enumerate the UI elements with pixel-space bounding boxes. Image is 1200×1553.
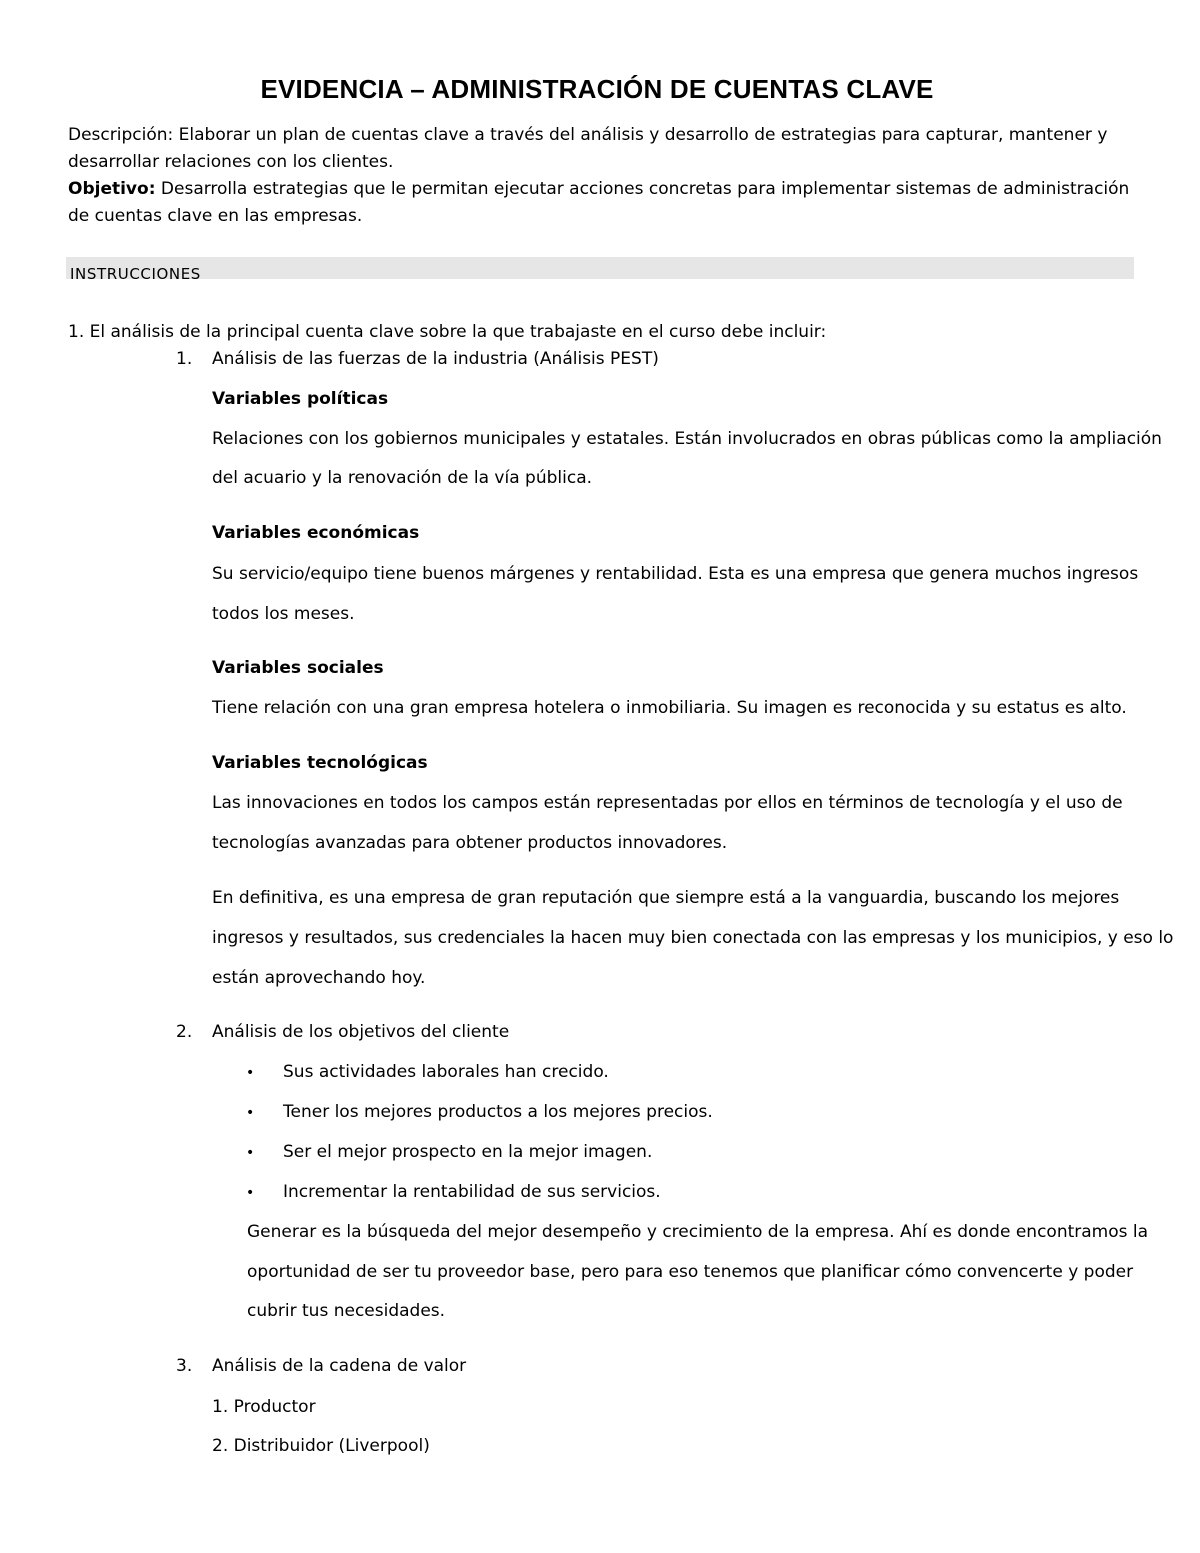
politicas-line-1: Relaciones con los gobiernos municipales y estatales. Están involucrados en obras públicas como la ampliación [212, 429, 1162, 449]
section-2-number: 2. [176, 1022, 193, 1042]
descripcion-label: Descripción: [68, 125, 174, 145]
section-3-number: 3. [176, 1356, 193, 1376]
economicas-line-1: Su servicio/equipo tiene buenos márgenes y rentabilidad. Esta es una empresa que genera muchos ingresos [212, 564, 1139, 584]
sociales-line-1: Tiene relación con una gran empresa hotelera o inmobiliaria. Su imagen es reconocida y su estatus es alto. [212, 698, 1127, 718]
conclusion-line-2: ingresos y resultados, sus credenciales la hacen muy bien conectada con las empresas y los municipios, y eso lo [212, 928, 1174, 948]
politicas-line-2: del acuario y la renovación de la vía pública. [212, 468, 593, 488]
economicas-line-2: todos los meses. [212, 604, 355, 624]
bullet-icon: • [246, 1145, 255, 1161]
main-instruction: 1. El análisis de la principal cuenta clave sobre la que trabajaste en el curso debe incluir: [68, 322, 827, 342]
document-title: EVIDENCIA – ADMINISTRACIÓN DE CUENTAS CLAVE [260, 74, 934, 104]
tecnologicas-line-1: Las innovaciones en todos los campos están representadas por ellos en términos de tecnología y el uso de [212, 793, 1123, 813]
bullet-icon: • [246, 1065, 255, 1081]
bullet-icon: • [246, 1185, 255, 1201]
value-chain-item: 2. Distribuidor (Liverpool) [212, 1436, 430, 1456]
objective-bullet: Sus actividades laborales han crecido. [283, 1062, 609, 1082]
instrucciones-label: INSTRUCCIONES [70, 265, 201, 279]
objetivo-text: Desarrolla estrategias que le permitan ejecutar acciones concretas para implementar sistemas de administración [160, 179, 1130, 199]
conclusion-line-1: En definitiva, es una empresa de gran reputación que siempre está a la vanguardia, buscando los mejores [212, 888, 1120, 908]
sociales-title: Variables sociales [212, 658, 384, 678]
instrucciones-band [66, 257, 1134, 279]
tecnologicas-title: Variables tecnológicas [212, 753, 428, 773]
objective-bullet: Incrementar la rentabilidad de sus servicios. [283, 1182, 661, 1202]
politicas-title: Variables políticas [212, 389, 389, 409]
objectives-para-line-1: Generar es la búsqueda del mejor desempeño y crecimiento de la empresa. Ahí es donde encontramos la [247, 1222, 1149, 1242]
tecnologicas-line-2: tecnologías avanzadas para obtener productos innovadores. [212, 833, 728, 853]
descripcion-line-2: desarrollar relaciones con los clientes. [68, 152, 394, 172]
objective-bullet: Tener los mejores productos a los mejores precios. [283, 1102, 713, 1122]
conclusion-line-3: están aprovechando hoy. [212, 968, 426, 988]
objetivo-label: Objetivo: [68, 179, 156, 199]
section-2-heading: Análisis de los objetivos del cliente [212, 1022, 510, 1042]
descripcion-line-1 [68, 124, 1107, 146]
section-3-heading: Análisis de la cadena de valor [212, 1356, 467, 1376]
objectives-para-line-2: oportunidad de ser tu proveedor base, pero para eso tenemos que planificar cómo convencerte y poder [247, 1262, 1134, 1282]
objectives-para-line-3: cubrir tus necesidades. [247, 1301, 446, 1321]
descripcion-text: Elaborar un plan de cuentas clave a través del análisis y desarrollo de estrategias para capturar, mantener y [178, 125, 1108, 145]
economicas-title: Variables económicas [212, 523, 420, 543]
section-1-number: 1. [176, 349, 193, 369]
objetivo-line-1 [68, 178, 1129, 200]
bullet-icon: • [246, 1105, 255, 1121]
objective-bullet: Ser el mejor prospecto en la mejor imagen. [283, 1142, 653, 1162]
section-1-heading: Análisis de las fuerzas de la industria (Análisis PEST) [212, 349, 659, 369]
objetivo-line-2: de cuentas clave en las empresas. [68, 206, 363, 226]
value-chain-item: 1. Productor [212, 1397, 316, 1417]
